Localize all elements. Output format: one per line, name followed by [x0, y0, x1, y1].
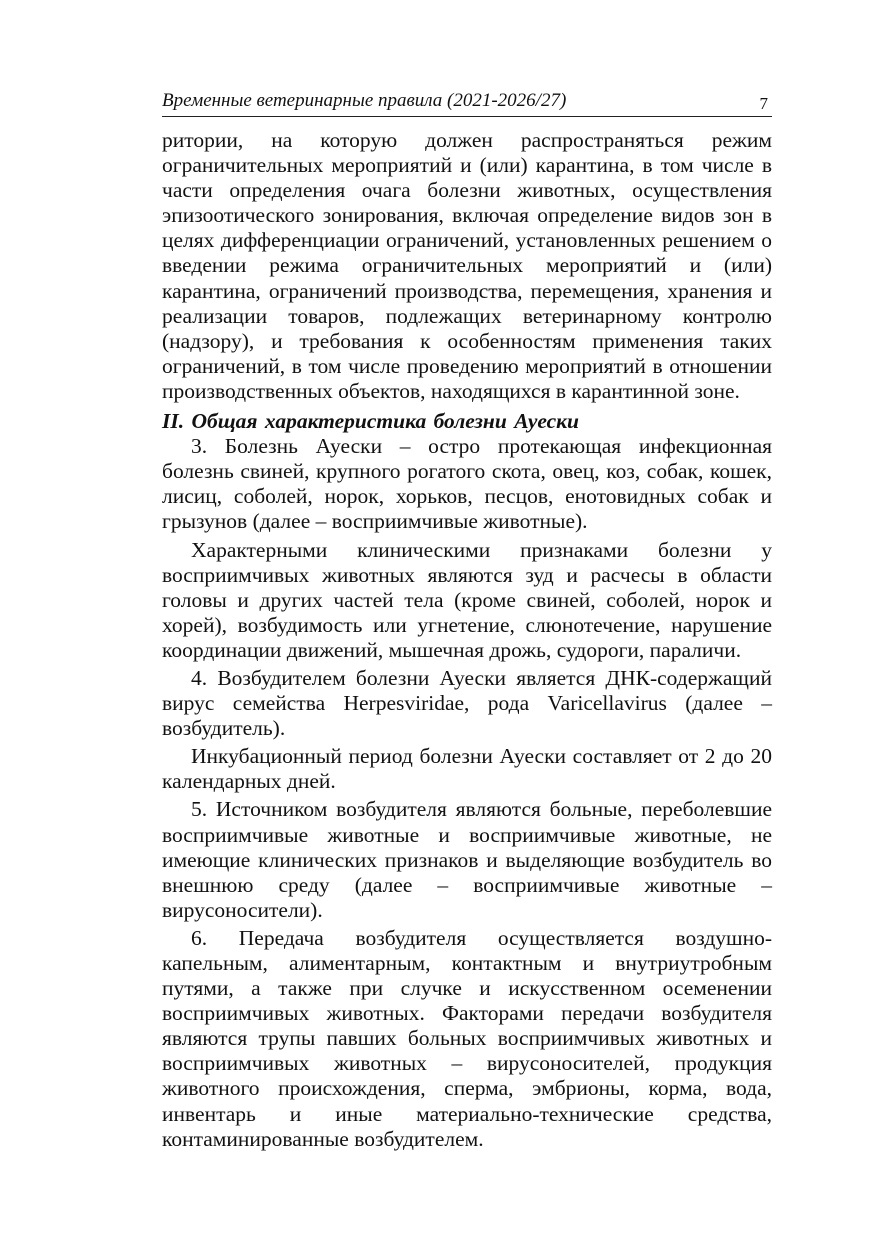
- running-header: [162, 88, 772, 117]
- paragraph-item-4: 4. Возбудителем болезни Ауески является ДНК-содержащий вирус семейства Herpesviridae, рода Varicellavirus (далее – возбудитель).: [162, 665, 772, 741]
- paragraph-item-6: 6. Передача возбудителя осуществляется воздушно-капельным, алиментарным, контактным и внутриутробным путями, а также при случке и искусственном осеменении восприимчивых животных. Факторами передачи возбудителя являются трупы павших больных восприимчивых животных и восприимчивых животных – вирусоносителей, продукция животного происхождения, сперма, эмбрионы, корма, вода, инвентарь и иные материально-технические средства, контаминированные возбудителем.: [162, 925, 772, 1151]
- paragraph-clinical-signs: Характерными клиническими признаками болезни у восприимчивых животных являются зуд и расчесы в области головы и других частей тела (кроме свиней, соболей, норок и хорей), возбудимость или угнетение, слюнотечение, нарушение координации движений, мышечная дрожь, судороги, параличи.: [162, 537, 772, 662]
- body-text: [162, 128, 772, 1152]
- paragraph-item-5: 5. Источником возбудителя являются больные, переболевшие восприимчивые животные и восприимчивые животные, не имеющие клинических признаков и выделяющие возбудитель во внешнюю среду (далее – восприимчивые животные – вирусоносители).: [162, 797, 772, 922]
- header-title: Временные ветеринарные правила (2021-2026/27): [162, 90, 567, 111]
- paragraph-incubation: Инкубационный период болезни Ауески составляет от 2 до 20 календарных дней.: [162, 744, 772, 794]
- section-heading: II. Общая характеристика болезни Ауески: [162, 409, 580, 434]
- page-number: 7: [759, 94, 768, 113]
- paragraph-item-3: 3. Болезнь Ауески – остро протекающая инфекционная болезнь свиней, крупного рогатого скота, овец, коз, собак, кошек, лисиц, соболей, норок, хорьков, песцов, енотовидных собак и грызунов (далее – восприимчивые животные).: [162, 434, 772, 534]
- continuation-paragraph: ритории, на которую должен распространяться режим ограничительных мероприятий и (или) карантина, в том числе в части определения очага болезни животных, осуществления эпизоотического зонирования, включая определение видов зон в целях дифференциации ограничений, установленных решением о введении режима ограничительных мероприятий и (или) карантина, ограничений производства, перемещения, хранения и реализации товаров, подлежащих ветеринарному контролю (надзору), и требования к особенностям применения таких ограничений, в том числе проведению мероприятий в отношении производственных объектов, находящихся в карантинной зоне.: [162, 128, 772, 403]
